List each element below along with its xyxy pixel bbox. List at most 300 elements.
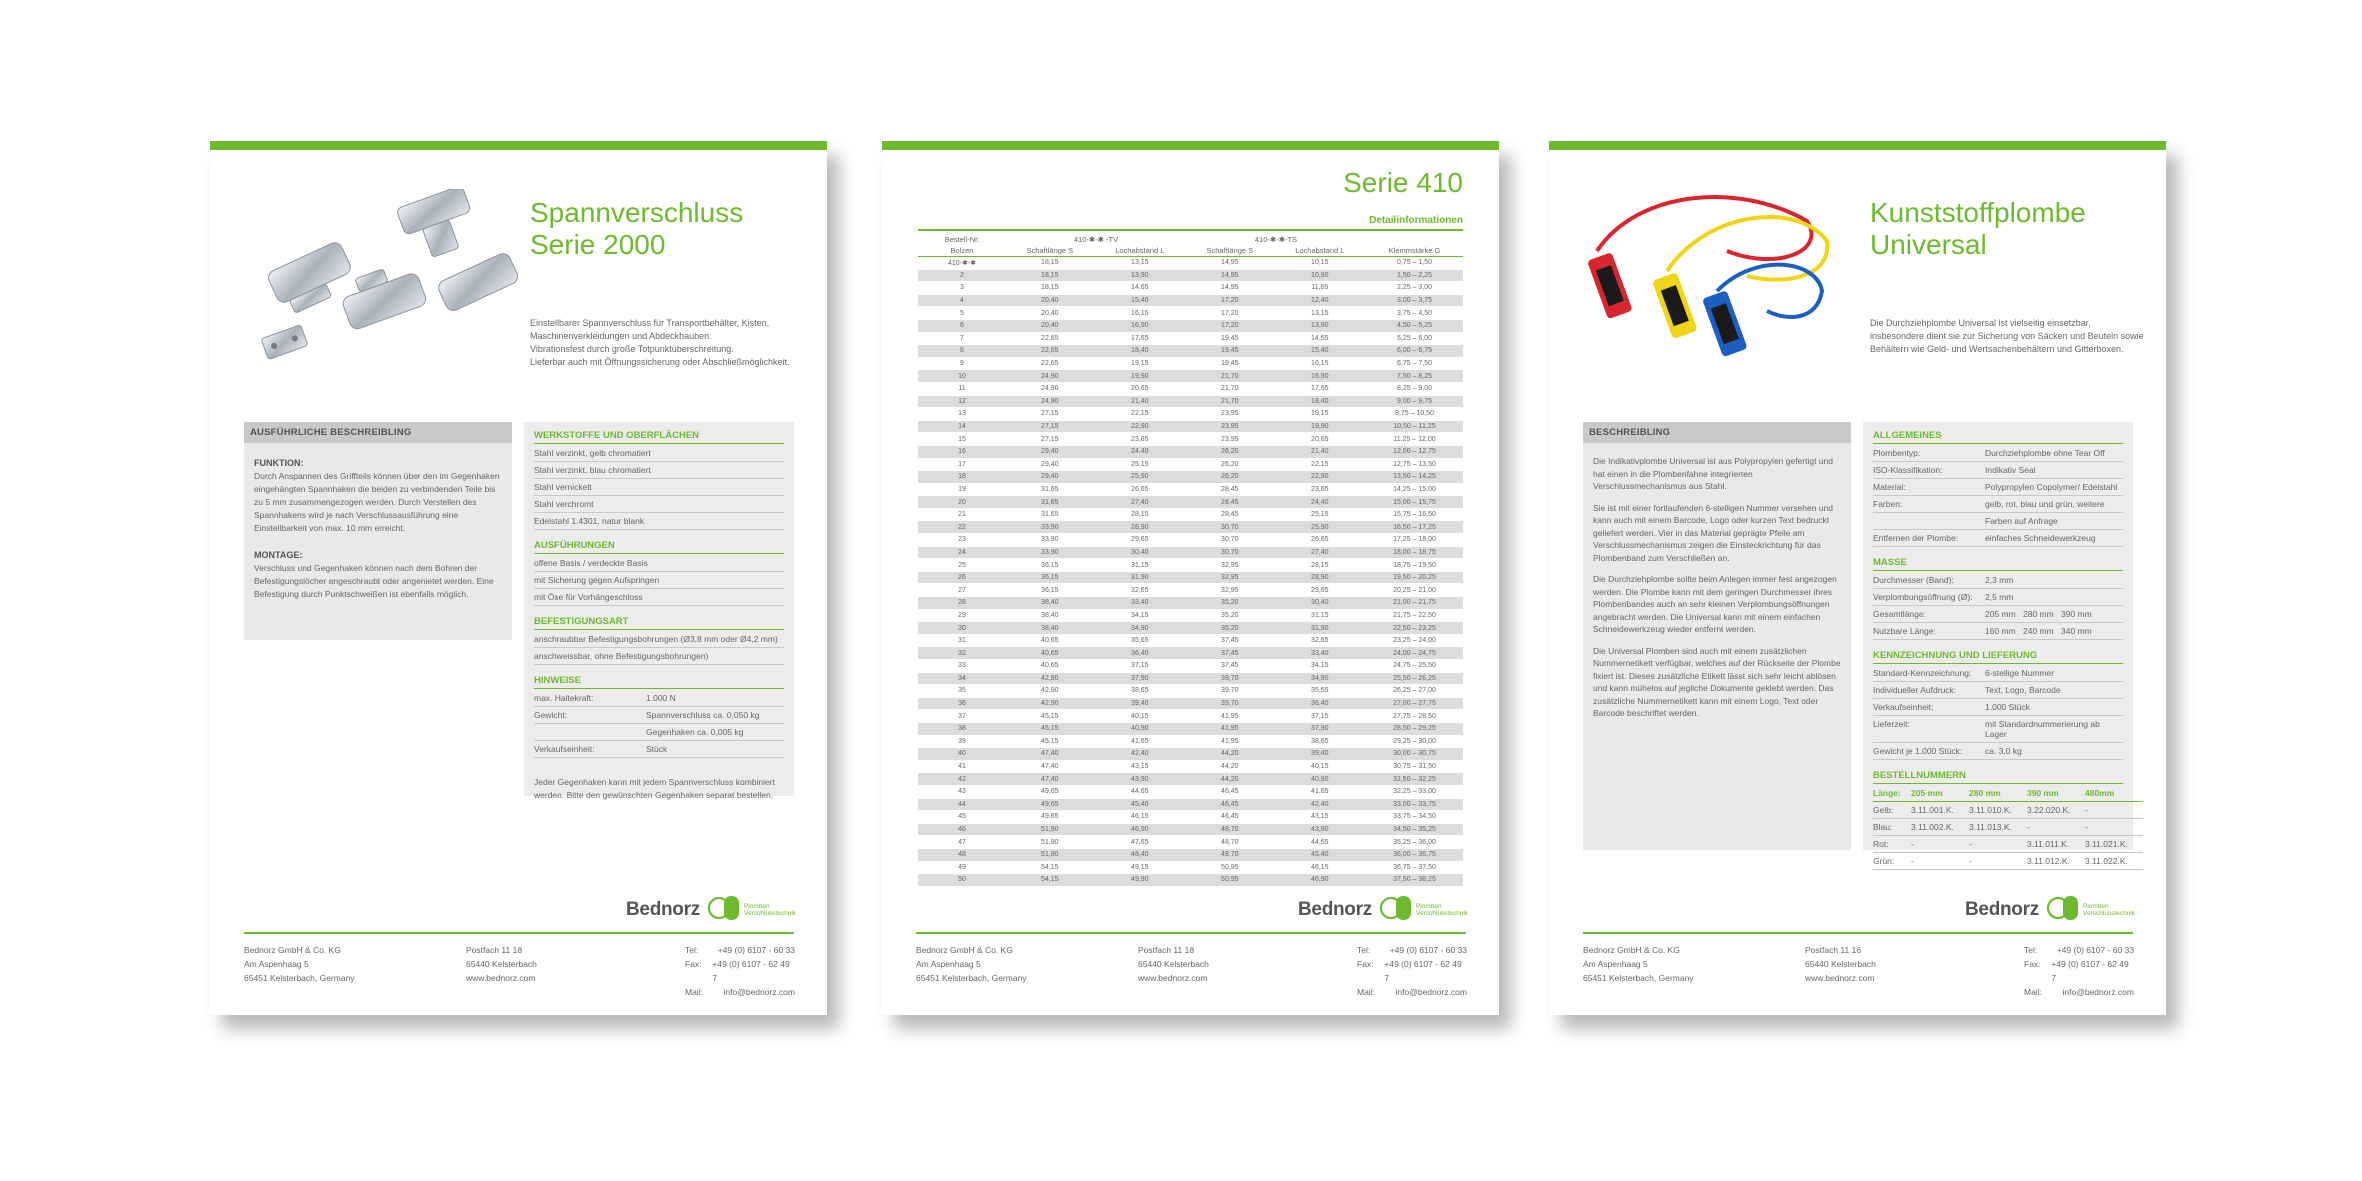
- footer-web-link[interactable]: www.bednorz.com: [1805, 973, 1875, 983]
- table-cell: 22: [918, 521, 1006, 534]
- table-cell: 15,40: [1274, 345, 1366, 358]
- table-cell: 18,75 – 19,50: [1366, 559, 1463, 572]
- table-cell: 11,25 – 12,00: [1366, 433, 1463, 446]
- table-cell: 22,15: [1274, 458, 1366, 471]
- footer-address: Bednorz GmbH & Co. KG Am Aspenhaag 5 65451 Kelsterbach, Germany: [1583, 945, 1694, 983]
- table-cell: 29,25 – 30,00: [1366, 735, 1463, 748]
- table-cell: 38,40: [1006, 622, 1094, 635]
- table-cell: 33,90: [1006, 521, 1094, 534]
- table-cell: 23: [918, 534, 1006, 547]
- table-row: [918, 660, 1463, 673]
- table-cell: 48,70: [1186, 823, 1274, 836]
- table-cell: 42,90: [1006, 697, 1094, 710]
- table-cell: 40,90: [1094, 722, 1186, 735]
- table-cell: 30,70: [1186, 534, 1274, 547]
- table-row: [918, 471, 1463, 484]
- table-cell: 35: [918, 685, 1006, 698]
- table-cell: 10: [918, 370, 1006, 383]
- table-row: [918, 534, 1463, 547]
- table-cell: 37,45: [1186, 647, 1274, 660]
- table-cell: 33,00 – 33,75: [1366, 798, 1463, 811]
- detail-divider: [918, 229, 1463, 231]
- table-cell: 44,20: [1186, 748, 1274, 761]
- table-cell: 23,65: [1094, 433, 1186, 446]
- table-cell: 39,40: [1274, 748, 1366, 761]
- table-row: [918, 559, 1463, 572]
- order-table-cell: -: [1969, 836, 2027, 853]
- order-table-cell: Grün:: [1873, 853, 1911, 870]
- order-table-cell: 3.11.012.K.: [2027, 853, 2085, 870]
- table-cell: 38,40: [1006, 609, 1094, 622]
- table-row: [918, 748, 1463, 761]
- brand-logo: Bednorz Plomben Verschlusstechnik: [1298, 891, 1468, 927]
- table-cell: 36,75 – 37,50: [1366, 861, 1463, 874]
- table-cell: 27,15: [1006, 433, 1094, 446]
- table-cell: 25,15: [1094, 458, 1186, 471]
- table-cell: 45,15: [1006, 722, 1094, 735]
- table-cell: 35,20: [1186, 609, 1274, 622]
- table-cell: 34,90: [1274, 672, 1366, 685]
- table-cell: 37: [918, 710, 1006, 723]
- table-cell: 27,75 – 28,50: [1366, 710, 1463, 723]
- table-row: [918, 508, 1463, 521]
- table-cell: 31,15: [1274, 609, 1366, 622]
- description-header: AUSFÜHRLICHE BESCHREIBLING: [244, 422, 512, 443]
- table-cell: 39: [918, 735, 1006, 748]
- table-cell: 17,65: [1274, 382, 1366, 395]
- table-cell: 24,90: [1006, 382, 1094, 395]
- table-cell: 27: [918, 584, 1006, 597]
- table-cell: 6,00 – 6,75: [1366, 345, 1463, 358]
- table-cell: 31,90: [1274, 622, 1366, 635]
- table-cell: 19: [918, 483, 1006, 496]
- table-cell: 18,15: [1006, 257, 1094, 270]
- table-cell: 24,75 – 25,50: [1366, 660, 1463, 673]
- table-cell: 44,20: [1186, 760, 1274, 773]
- table-cell: 21,00 – 21,75: [1366, 597, 1463, 610]
- table-cell: 28,45: [1186, 483, 1274, 496]
- table-cell: 28,90: [1094, 521, 1186, 534]
- order-number-table: [1873, 785, 2128, 870]
- table-cell: 23,95: [1186, 408, 1274, 421]
- table-cell: 42,90: [1006, 685, 1094, 698]
- table-cell: 38,65: [1094, 685, 1186, 698]
- table-cell: 18,15: [1006, 282, 1094, 295]
- order-table-cell: -: [2027, 819, 2085, 836]
- table-cell: 46,45: [1186, 811, 1274, 824]
- table-cell: 26,20: [1186, 445, 1274, 458]
- table-cell: 30,75 – 31,50: [1366, 760, 1463, 773]
- table-cell: 19,15: [1094, 357, 1186, 370]
- table-cell: 44,65: [1094, 785, 1186, 798]
- table-row: [918, 722, 1463, 735]
- table-cell: 40,65: [1006, 634, 1094, 647]
- table-cell: 21,70: [1186, 395, 1274, 408]
- seal-product-photo: [1577, 181, 1837, 371]
- table-row: [918, 257, 1463, 270]
- order-table-cell: Gelb:: [1873, 802, 1911, 819]
- order-table-header: 480mm: [2085, 785, 2143, 802]
- description-box: BESCHREIBLING Die Indikativplombe Universal ist aus Polypropylen gefertigt und hat einen in die Plombenfahne integrierten Verschlussmechanismus aus Stahl. Sie ist mit einer fortlaufenden 6-stelligen Nummer versehen und kann auch mit einem Barcode, Logo oder kurzen Text bedruckt geliefert werden. Vier in das Material geprägte Pfeile am Verschlussmechanismus zeigen die Einsteckrichtung für das Plombenband zum Verschließen an. Die Durchziehplombe sollte beim Anlegen immer fest angezogen werden. Die Plombe kann mit dem geringen Durchmesser ihres Plombenbandes auch an sehr kleinen Verplombungsöffnungen angebracht werden. Die Universal kann mit einem einfachen Schneidewerkzeug wieder entfernt werden. Die Universal Plomben sind auch mit einem zusätzlichen Nummernetikett verfügbar, welches auf der Rückseite der Plombe fixiert ist. Dieses zusätzliche Etikett lässt sich sehr leicht ablösen und kann mühelos auf jegliche Dokumente geklebt werden. Das zusätzliche Nummernetikett kann mit einem Logo, Text oder Barcode beschriftet werden.: [1583, 422, 1851, 850]
- table-cell: 15,00 – 15,75: [1366, 496, 1463, 509]
- table-row: [918, 848, 1463, 861]
- footer-divider: [1583, 932, 2133, 934]
- table-cell: 14,95: [1186, 269, 1274, 282]
- table-cell: 9: [918, 357, 1006, 370]
- table-cell: 19,90: [1274, 420, 1366, 433]
- table-cell: 27,15: [1006, 408, 1094, 421]
- table-cell: 30,70: [1186, 521, 1274, 534]
- table-row: [918, 483, 1463, 496]
- table-row: [918, 584, 1463, 597]
- table-cell: 37,90: [1274, 722, 1366, 735]
- table-cell: 21,40: [1274, 445, 1366, 458]
- table-cell: 50: [918, 874, 1006, 887]
- footer-address: Bednorz GmbH & Co. KG Am Aspenhaag 5 65451 Kelsterbach, Germany: [244, 945, 355, 983]
- table-cell: 18,15: [1006, 269, 1094, 282]
- table-cell: 51,90: [1006, 836, 1094, 849]
- table-row: [918, 319, 1463, 332]
- table-cell: 22,90: [1094, 420, 1186, 433]
- table-row: [918, 609, 1463, 622]
- table-cell: 49,90: [1094, 874, 1186, 887]
- table-cell: 22,65: [1006, 345, 1094, 358]
- table-cell: 25: [918, 559, 1006, 572]
- table-cell: 40,15: [1274, 760, 1366, 773]
- page-kunststoffplombe: [1549, 141, 2166, 1015]
- table-cell: 30,00 – 30,75: [1366, 748, 1463, 761]
- table-cell: 47,40: [1006, 773, 1094, 786]
- table-cell: 5: [918, 307, 1006, 320]
- table-row: [918, 420, 1463, 433]
- table-cell: 25,90: [1094, 471, 1186, 484]
- table-cell: 29,65: [1274, 584, 1366, 597]
- table-cell: 38,65: [1274, 735, 1366, 748]
- intro-text: Die Durchziehplombe Universal ist vielseitig einsetzbar, insbesondere dient sie zur Sicherung von Säcken und Beuteln sowie Behältern wie Geld- und Wertsachenbehältern und Gitterboxen.: [1870, 318, 2144, 354]
- footer-mail-link[interactable]: info@bednorz.com: [723, 987, 795, 997]
- spec-box: WERKSTOFFE UND OBERFLÄCHEN Stahl verzinkt, gelb chromatiert Stahl verzinkt, blau chromatiert Stahl vernickelt Stahl verchromt Edelstahl 1.4301, natur blank AUSFÜHRUNGEN offene Basis / verdeckte Basis mit Sicherung gegen Aufspringen mit Öse für Vorhängeschloss BEFESTIGUNGSART anschraubbar Befestigungsbohrungen (Ø3,8 mm oder Ø4,2 mm) anschweissbar, ohne Befestigungsbohrungen) HINWEISE max. Haltekraft: 1.000 N Gewicht: Spannverschluss ca. 0,050 kg Gegenhaken ca. 0,005 kg Verkaufseinheit: Stück Jeder Gegenhaken kann mit jedem Spannverschluss kombiniert werden. Bitte den gewünschten Gegenhaken separat bestellen.: [524, 422, 794, 796]
- table-cell: 37,45: [1186, 660, 1274, 673]
- footer-address: Bednorz GmbH & Co. KG Am Aspenhaag 5 65451 Kelsterbach, Germany: [916, 945, 1027, 983]
- brand-logo: Bednorz Plomben Verschlusstechnik: [1965, 891, 2135, 927]
- table-cell: 34: [918, 672, 1006, 685]
- detail-table: Bestell-Nr. 410-✱-✱ -TV 410-✱-✱-TS Bolzen Schaftlänge S Lochabstand L Schaftlänge S Lochabstand L Klemmstärke G 410-✱-✱ 18,15 13,15 14,95 10,15 0,75 – 1,50 2 18,15 13,90 14,95 10,90 1,50 – 2,25 3 18,15 14,65 14,95 11,65 2,25 – 3,00 4 20,40 15,40 17,20 12,40 3,00 – 3,75 5 20,40 16,15 17,20 13,15 3,75 – 4,50 6 20,40 16,90 17,20 13,90 4,50 – 5,25 7 22,65 17,65 19,45 14,65 5,25 – 6,00 8 22,65 18,40 19,45 15,40 6,00 – 6,75 9 22,65 19,15 19,45 16,15 6,75 – 7,50 10 24,90 19,90 21,70 16,90 7,50 – 8,25 11 24,90 20,65 21,70 17,65 8,25 – 9,00 12 24,90 21,40 21,70 18,40 9,00 – 9,75 13 27,15 22,15 23,95 19,15 9,75 – 10,50 14 27,15 22,90 23,95 19,90 10,50 – 11,25 15 27,15 23,65 23,95 20,65 11,25 – 12,00 16 29,40 24,40 26,20 21,40 12,00 – 12,75 17 29,40 25,15 26,20 22,15 12,75 – 13,50 18 29,40 25,90 26,20 22,90 13,50 – 14,25 19 31,65 26,65 28,45 23,65 14,25 – 15,00 20 31,65 27,40 28,45 24,40 15,00 – 15,75 21 31,65 28,15 28,45 25,15 15,75 – 16,50 22 33,90 28,90 30,70 25,90 16,50 – 17,25 23 33,90 29,65 30,70 26,65 17,25 – 18,00 24 33,90 30,40 30,70 27,40 18,00 – 18,75 25 36,15 31,15 32,95 28,15 18,75 – 19,50 26 36,15 31,90 32,95 28,90 19,50 – 20,25 27 36,15 32,65 32,95 29,65 20,25 – 21,00 28 38,40 33,40 35,20 30,40 21,00 – 21,75 29 38,40 34,15 35,20 31,15 21,75 – 22,50 30 38,40 34,90 35,20 31,90 22,50 – 23,25 31 40,65 35,65 37,45 32,65 23,25 – 24,00 32 40,65 36,40 37,45 33,40 24,00 – 24,75 33 40,65 37,15 37,45 34,15 24,75 – 25,50 34 42,90 37,90 39,70 34,90 25,50 – 26,25 35 42,90 38,65 39,70 35,65 26,25 – 27,00 36 42,90 39,40 39,70 36,40 27,00 – 27,75 37 45,15 40,15 41,95 37,15 27,75 – 28,50 38 45,15 40,90 41,95 37,90 28,50 – 29,25 39 45,15 41,65 41,95 38,65 29,25 – 30,00 40 47,40 42,40 44,20 39,40 30,00 – 30,75 41 47,40 43,15 44,20 40,15 30,75 – 31,50 42 47,40 43,90 44,20 40,90 31,50 – 32,25 43 49,65 44,65 46,45 41,65 32,25 – 33,00 44 49,65 45,40 46,45 42,40 33,00 – 33,75 45 49,65 46,15 46,45 43,15 33,75 – 34,50 46 51,90 46,90 48,70 43,90 34,50 – 35,25 47 51,90 47,65 48,70 44,65 35,25 – 36,00 48 51,90 48,40 48,70 45,40 36,00 – 36,75 49 54,15 49,15 50,95 46,15 36,75 – 37,50 50 54,15 49,90 50,95 46,90 37,50 – 38,25: [918, 234, 1463, 887]
- order-table-cell: 3.11.011.K.: [2027, 836, 2085, 853]
- table-cell: 29,65: [1094, 534, 1186, 547]
- table-cell: 41,95: [1186, 722, 1274, 735]
- order-table-header: Länge:: [1873, 785, 1911, 802]
- table-cell: 40,15: [1094, 710, 1186, 723]
- table-cell: 20,65: [1274, 433, 1366, 446]
- table-cell: 2: [918, 269, 1006, 282]
- table-cell: 12,40: [1274, 294, 1366, 307]
- table-cell: 22,90: [1274, 471, 1366, 484]
- page-title: Serie 410: [1343, 167, 1463, 198]
- table-cell: 39,40: [1094, 697, 1186, 710]
- table-cell: 16,50 – 17,25: [1366, 521, 1463, 534]
- table-cell: 25,15: [1274, 508, 1366, 521]
- table-row: [918, 647, 1463, 660]
- order-table-cell: 3.11.022.K.: [2085, 853, 2143, 870]
- table-cell: 12,00 – 12,75: [1366, 445, 1463, 458]
- table-cell: 51,90: [1006, 823, 1094, 836]
- table-cell: 27,00 – 27,75: [1366, 697, 1463, 710]
- table-cell: 16,90: [1094, 319, 1186, 332]
- table-cell: 43,90: [1274, 823, 1366, 836]
- footer-postal: Postfach 11 18 65440 Kelsterbach www.bednorz.com: [1138, 945, 1209, 983]
- table-cell: 23,65: [1274, 483, 1366, 496]
- table-cell: 410-✱-✱: [918, 257, 1006, 270]
- table-row: [918, 634, 1463, 647]
- table-cell: 18,40: [1274, 395, 1366, 408]
- table-cell: 3: [918, 282, 1006, 295]
- table-cell: 47,65: [1094, 836, 1186, 849]
- order-table-cell: 3.11.010.K.: [1969, 802, 2027, 819]
- table-row: [918, 408, 1463, 421]
- table-cell: 26,20: [1186, 458, 1274, 471]
- table-cell: 36: [918, 697, 1006, 710]
- table-cell: 37,15: [1274, 710, 1366, 723]
- table-cell: 39,70: [1186, 672, 1274, 685]
- table-cell: 46,15: [1094, 811, 1186, 824]
- table-cell: 36,15: [1006, 584, 1094, 597]
- order-table-header: 205 mm: [1911, 785, 1969, 802]
- order-table-cell: -: [2085, 819, 2143, 836]
- footer-divider: [244, 932, 794, 934]
- table-cell: 13,90: [1274, 319, 1366, 332]
- table-cell: 6: [918, 319, 1006, 332]
- table-cell: 10,15: [1274, 257, 1366, 270]
- table-cell: 21,75 – 22,50: [1366, 609, 1463, 622]
- table-row: [918, 622, 1463, 635]
- table-cell: 33,90: [1006, 546, 1094, 559]
- table-row: [918, 282, 1463, 295]
- table-cell: 21: [918, 508, 1006, 521]
- description-header: BESCHREIBLING: [1583, 422, 1851, 443]
- table-cell: 4: [918, 294, 1006, 307]
- table-cell: 33: [918, 660, 1006, 673]
- table-cell: 40,65: [1006, 660, 1094, 673]
- table-cell: 2,25 – 3,00: [1366, 282, 1463, 295]
- order-table-cell: Blau:: [1873, 819, 1911, 836]
- table-cell: 41,95: [1186, 710, 1274, 723]
- table-cell: 19,50 – 20,25: [1366, 571, 1463, 584]
- table-cell: 44: [918, 798, 1006, 811]
- table-cell: 18,00 – 18,75: [1366, 546, 1463, 559]
- table-row: [918, 823, 1463, 836]
- table-cell: 20: [918, 496, 1006, 509]
- table-cell: 25,90: [1274, 521, 1366, 534]
- footer-web-link[interactable]: www.bednorz.com: [466, 973, 536, 983]
- footer-divider: [916, 932, 1466, 934]
- table-cell: 43,15: [1274, 811, 1366, 824]
- table-cell: 36,00 – 36,75: [1366, 848, 1463, 861]
- table-cell: 16,15: [1274, 357, 1366, 370]
- table-row: [918, 269, 1463, 282]
- table-cell: 30,40: [1274, 597, 1366, 610]
- table-cell: 24: [918, 546, 1006, 559]
- table-cell: 50,95: [1186, 874, 1274, 887]
- table-cell: 32,65: [1274, 634, 1366, 647]
- table-cell: 38,40: [1006, 597, 1094, 610]
- table-row: [918, 597, 1463, 610]
- brand-logo: Bednorz Plomben Verschlusstechnik: [626, 891, 796, 927]
- table-cell: 28,45: [1186, 496, 1274, 509]
- table-cell: 31: [918, 634, 1006, 647]
- table-cell: 1,50 – 2,25: [1366, 269, 1463, 282]
- order-table-header: 280 mm: [1969, 785, 2027, 802]
- table-cell: 19,45: [1186, 345, 1274, 358]
- table-cell: 24,40: [1094, 445, 1186, 458]
- table-cell: 42: [918, 773, 1006, 786]
- table-cell: 28: [918, 597, 1006, 610]
- order-table-cell: -: [2085, 802, 2143, 819]
- table-cell: 46,45: [1186, 785, 1274, 798]
- table-cell: 42,40: [1274, 798, 1366, 811]
- table-cell: 37,50 – 38,25: [1366, 874, 1463, 887]
- table-cell: 36,40: [1274, 697, 1366, 710]
- table-cell: 8: [918, 345, 1006, 358]
- table-row: [918, 861, 1463, 874]
- table-row: [918, 357, 1463, 370]
- table-cell: 32,95: [1186, 559, 1274, 572]
- order-table-cell: 3.22.020.K.: [2027, 802, 2085, 819]
- table-cell: 32: [918, 647, 1006, 660]
- order-table-header: 390 mm: [2027, 785, 2085, 802]
- table-row: [918, 710, 1463, 723]
- table-cell: 46,90: [1274, 874, 1366, 887]
- table-cell: 29,40: [1006, 445, 1094, 458]
- table-cell: 22,65: [1006, 357, 1094, 370]
- table-cell: 30,70: [1186, 546, 1274, 559]
- page-title: Spannverschluss Serie 2000: [530, 197, 744, 260]
- table-cell: 37,90: [1094, 672, 1186, 685]
- order-table-cell: 3.11.001.K.: [1911, 802, 1969, 819]
- order-table-cell: -: [1969, 853, 2027, 870]
- footer-postal: Postfach 11 16 65440 Kelsterbach www.bednorz.com: [1805, 945, 1876, 983]
- table-cell: 46,45: [1186, 798, 1274, 811]
- table-cell: 17,65: [1094, 332, 1186, 345]
- latch-product-photo: [246, 189, 526, 379]
- footer-web-link[interactable]: www.bednorz.com: [1138, 973, 1208, 983]
- table-cell: 13,15: [1274, 307, 1366, 320]
- table-cell: 32,65: [1094, 584, 1186, 597]
- table-cell: 9,00 – 9,75: [1366, 395, 1463, 408]
- table-cell: 38: [918, 722, 1006, 735]
- table-cell: 33,75 – 34,50: [1366, 811, 1463, 824]
- order-table-cell: 3.11.021.K.: [2085, 836, 2143, 853]
- table-cell: 41,95: [1186, 735, 1274, 748]
- table-row: [918, 785, 1463, 798]
- table-cell: 20,40: [1006, 319, 1094, 332]
- table-cell: 26,65: [1274, 534, 1366, 547]
- table-cell: 37,15: [1094, 660, 1186, 673]
- footer-contact: Tel: +49 (0) 6107 - 60 33 Fax: +49 (0) 6107 - 62 49 7 Mail: info@bednorz.com: [2024, 945, 2134, 997]
- table-cell: 28,15: [1094, 508, 1186, 521]
- detail-header: Detailinformationen: [1369, 215, 1463, 226]
- table-cell: 40,65: [1006, 647, 1094, 660]
- table-cell: 22,15: [1094, 408, 1186, 421]
- table-cell: 45,15: [1006, 710, 1094, 723]
- table-cell: 15,75 – 16,50: [1366, 508, 1463, 521]
- table-row: [918, 332, 1463, 345]
- table-cell: 49,65: [1006, 811, 1094, 824]
- table-cell: 21,70: [1186, 370, 1274, 383]
- table-cell: 49,65: [1006, 798, 1094, 811]
- table-cell: 14,65: [1094, 282, 1186, 295]
- table-row: [918, 458, 1463, 471]
- bednorz-logo-icon: [2047, 893, 2081, 923]
- table-cell: 29,40: [1006, 471, 1094, 484]
- table-cell: 34,90: [1094, 622, 1186, 635]
- table-cell: 33,40: [1094, 597, 1186, 610]
- table-cell: 46,90: [1094, 823, 1186, 836]
- table-cell: 14,95: [1186, 282, 1274, 295]
- table-cell: 17,20: [1186, 294, 1274, 307]
- table-cell: 32,25 – 33,00: [1366, 785, 1463, 798]
- table-cell: 28,90: [1274, 571, 1366, 584]
- table-cell: 33,40: [1274, 647, 1366, 660]
- intro-text: Einstellbarer Spannverschluss für Transportbehälter, Kisten, Maschinenverkleidungen und Abdeckhauben. Vibrationsfest durch große Totpunktüberschreitung. Lieferbar auch mit Öffnungssicherung oder Abschließmöglichkeit.: [530, 318, 790, 367]
- table-cell: 54,15: [1006, 861, 1094, 874]
- footer-mail-link[interactable]: info@bednorz.com: [2062, 987, 2134, 997]
- table-cell: 48: [918, 848, 1006, 861]
- table-cell: 27,15: [1006, 420, 1094, 433]
- table-cell: 9,75 – 10,50: [1366, 408, 1463, 421]
- table-cell: 28,15: [1274, 559, 1366, 572]
- footer-contact: Tel: +49 (0) 6107 - 60 33 Fax: +49 (0) 6107 - 62 49 7 Mail: info@bednorz.com: [1357, 945, 1467, 997]
- table-cell: 19,45: [1186, 332, 1274, 345]
- table-cell: 19,15: [1274, 408, 1366, 421]
- table-cell: 45: [918, 811, 1006, 824]
- table-cell: 49,65: [1006, 785, 1094, 798]
- table-cell: 24,00 – 24,75: [1366, 647, 1463, 660]
- table-cell: 13,15: [1094, 257, 1186, 270]
- table-cell: 7: [918, 332, 1006, 345]
- description-box: AUSFÜHRLICHE BESCHREIBLING FUNKTION: Durch Anspannen des Griffteils können über den im Gegenhaken eingehängten Spannhaken die beiden zu verbindenden Teile bis zu 5 mm zusammengezogen werden. Durch Verstellen des Spannhakens wird je nach Verschlussausführung eine Einstellbarkeit von max. 10 mm erreicht. MONTAGE: Verschluss und Gegenhaken können nach dem Bohren der Befestigungslöcher angeschraubt oder angenietet werden. Eine Befestigung durch Punktschweißen ist ebenfalls möglich.: [244, 422, 512, 640]
- table-cell: 45,40: [1274, 848, 1366, 861]
- table-row: [918, 811, 1463, 824]
- table-cell: 16,90: [1274, 370, 1366, 383]
- table-cell: 18: [918, 471, 1006, 484]
- table-cell: 7,50 – 8,25: [1366, 370, 1463, 383]
- footer-contact: Tel: +49 (0) 6107 - 60 33 Fax: +49 (0) 6107 - 62 49 7 Mail: info@bednorz.com: [685, 945, 795, 997]
- table-cell: 0,75 – 1,50: [1366, 257, 1463, 270]
- table-cell: 19,45: [1186, 357, 1274, 370]
- table-cell: 23,95: [1186, 420, 1274, 433]
- table-row: [918, 294, 1463, 307]
- table-cell: 3,75 – 4,50: [1366, 307, 1463, 320]
- table-cell: 40: [918, 748, 1006, 761]
- table-cell: 32,95: [1186, 584, 1274, 597]
- table-cell: 47,40: [1006, 748, 1094, 761]
- table-cell: 49: [918, 861, 1006, 874]
- table-cell: 36,40: [1094, 647, 1186, 660]
- table-cell: 11: [918, 382, 1006, 395]
- table-row: [918, 546, 1463, 559]
- table-cell: 46,15: [1274, 861, 1366, 874]
- table-cell: 42,40: [1094, 748, 1186, 761]
- table-cell: 18,40: [1094, 345, 1186, 358]
- table-cell: 13,90: [1094, 269, 1186, 282]
- table-cell: 12,75 – 13,50: [1366, 458, 1463, 471]
- table-cell: 24,40: [1274, 496, 1366, 509]
- table-row: [918, 697, 1463, 710]
- footer-mail-link[interactable]: info@bednorz.com: [1395, 987, 1467, 997]
- table-cell: 10,90: [1274, 269, 1366, 282]
- table-cell: 49,15: [1094, 861, 1186, 874]
- table-cell: 51,90: [1006, 848, 1094, 861]
